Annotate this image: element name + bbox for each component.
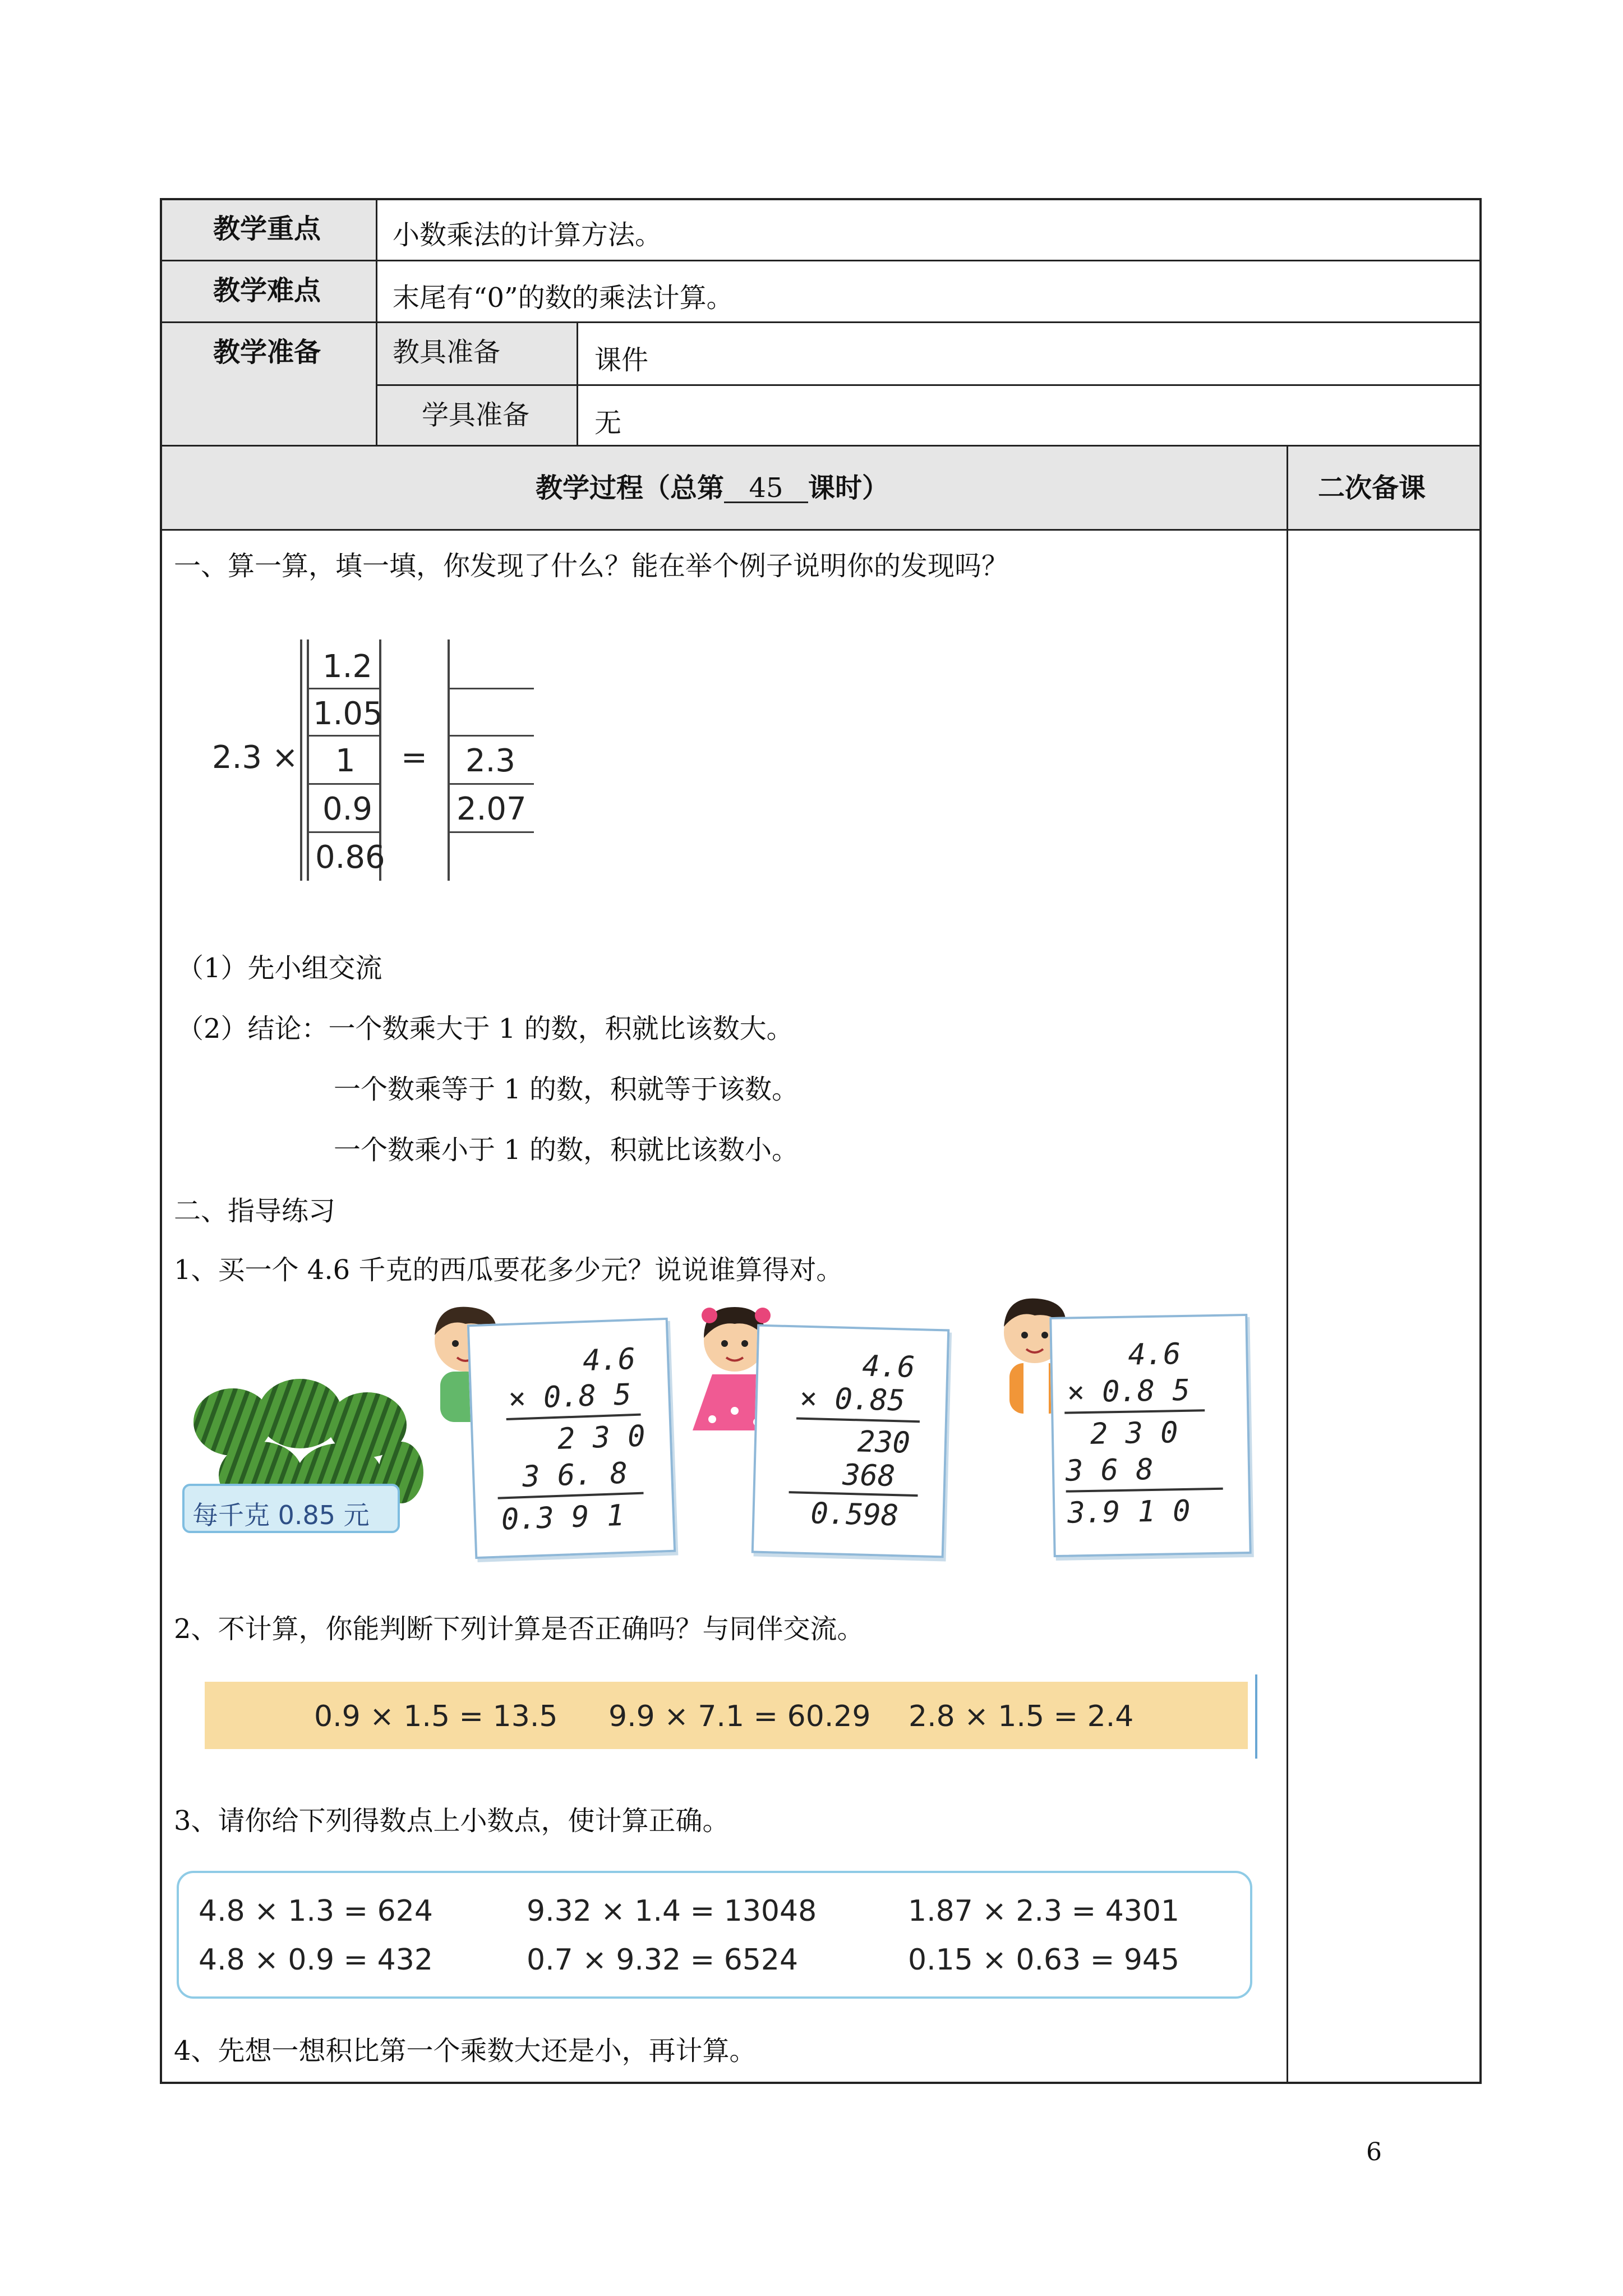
work3-multiplier: × 0.8 5: [1067, 1373, 1191, 1410]
work2-result: 0.598: [810, 1497, 899, 1533]
factor-cell: 1: [335, 743, 356, 779]
judge-equation: 0.9 × 1.5 = 13.5: [314, 1700, 558, 1733]
work2-rule: [796, 1417, 920, 1423]
work1-multiplicand: 4.6: [582, 1342, 637, 1378]
work3-rule: [1064, 1409, 1205, 1414]
work-card-3: [1049, 1314, 1251, 1557]
decimal-equation: 4.8 × 1.3 = 624: [199, 1894, 433, 1928]
teacher-tool-label: 教具准备: [393, 337, 501, 368]
factor-divider: [307, 688, 380, 689]
table-row-line: [160, 321, 1482, 323]
judge-equation: 9.9 × 7.1 = 60.29: [608, 1700, 871, 1733]
result-divider: [450, 688, 534, 689]
judge-equation: 2.8 × 1.5 = 2.4: [909, 1700, 1134, 1733]
work3-multiplicand: 4.6: [1127, 1337, 1181, 1372]
table-row-line: [377, 384, 1482, 386]
bracket-left: [300, 639, 302, 881]
decimal-equation: 0.7 × 9.32 = 6524: [527, 1943, 799, 1977]
key-point-label: 教学重点: [213, 213, 321, 245]
work-card-2: [751, 1324, 950, 1558]
section1-step2b: 一个数乘等于 1 的数，积就等于该数。: [334, 1074, 799, 1105]
student-tool-value: 无: [594, 407, 622, 439]
work2-partial-2: 368: [842, 1458, 896, 1494]
factor-cell: 1.05: [313, 696, 383, 732]
table-border-top: [160, 198, 1482, 200]
banner-edge-line: [1255, 1674, 1257, 1759]
section1-step2: （2）结论：一个数乘大于 1 的数，积就比该数大。: [177, 1013, 794, 1045]
difficulty-value: 末尾有“0”的数的乘法计算。: [393, 282, 734, 314]
work3-result: 3.9 1 0: [1067, 1494, 1191, 1530]
table-border-left: [160, 198, 162, 2084]
work1-multiplier: × 0.8 5: [508, 1378, 632, 1416]
factor-cell: 0.86: [315, 839, 385, 876]
difficulty-label: 教学难点: [213, 275, 321, 306]
multiplicand: 2.3 ×: [212, 739, 298, 776]
table-row-line: [160, 260, 1482, 261]
table-border-bottom: [160, 2082, 1482, 2084]
work-card-1: [467, 1318, 676, 1559]
result-divider: [450, 831, 534, 833]
decimal-equation: 0.15 × 0.63 = 945: [908, 1943, 1180, 1977]
decimal-equation: 4.8 × 0.9 = 432: [199, 1943, 433, 1977]
factor-cell: 1.2: [322, 648, 373, 685]
decimal-point-box: [177, 1871, 1252, 1999]
result-divider: [450, 735, 534, 737]
judge-banner: [205, 1682, 1248, 1749]
result-cell: 2.3: [465, 743, 516, 779]
process-title-suffix: 课时）: [808, 472, 889, 504]
question-4: 4、先想一想积比第一个乘数大还是小，再计算。: [174, 2035, 757, 2067]
work1-partial-2: 3 6. 8: [522, 1456, 629, 1494]
process-title: [536, 472, 889, 504]
process-title-prefix: 教学过程（总第: [536, 472, 725, 504]
lesson-number: 45: [724, 475, 808, 503]
table-row-line: [160, 445, 1482, 447]
work1-result: 0.3 9 1: [500, 1498, 625, 1537]
section1-title: 一、算一算，填一填，你发现了什么？能在举个例子说明你的发现吗？: [174, 550, 1009, 582]
student-tool-label: 学具准备: [422, 399, 530, 431]
question-1: 1、买一个 4.6 千克的西瓜要花多少元？说说谁算得对。: [174, 1254, 843, 1286]
table-row-line: [160, 529, 1482, 531]
question-2: 2、不计算，你能判断下列计算是否正确吗？与同伴交流。: [174, 1613, 864, 1645]
decimal-equation: 9.32 × 1.4 = 13048: [527, 1894, 817, 1928]
second-prep-label: 二次备课: [1318, 472, 1426, 504]
section1-step1: （1）先小组交流: [177, 953, 382, 984]
price-tag: [182, 1484, 400, 1533]
work2-multiplier: × 0.85: [799, 1381, 906, 1418]
page-number: 6: [1366, 2138, 1382, 2166]
table-border-right: [1479, 198, 1482, 2084]
price-tag-text: 每千克 0.85 元: [192, 1500, 370, 1530]
table-col-line: [376, 198, 377, 446]
work3-partial-1: 2 3 0: [1090, 1416, 1178, 1451]
bracket-left-inner: [307, 639, 309, 881]
work3-partial-2: 3 6 8: [1065, 1452, 1154, 1488]
work1-partial-1: 2 3 0: [557, 1419, 646, 1456]
result-cell: 2.07: [457, 791, 527, 827]
factor-cell: 0.9: [322, 791, 373, 827]
table-col-line: [577, 323, 578, 446]
table-col-line: [1287, 446, 1288, 2083]
work1-rule: [498, 1492, 644, 1499]
result-divider: [450, 783, 534, 785]
section2-title: 二、指导练习: [174, 1195, 336, 1227]
work2-multiplicand: 4.6: [861, 1349, 916, 1384]
key-point-value: 小数乘法的计算方法。: [393, 219, 662, 251]
teacher-tool-value: 课件: [594, 344, 649, 376]
result-bracket: [448, 639, 450, 881]
factor-divider: [307, 735, 380, 737]
decimal-equation: 1.87 × 2.3 = 4301: [908, 1894, 1180, 1928]
multiplication-table: [185, 639, 611, 886]
work2-partial-1: 230: [857, 1425, 911, 1460]
question-3: 3、请你给下列得数点上小数点，使计算正确。: [174, 1805, 730, 1837]
section1-step2c: 一个数乘小于 1 的数，积就比该数小。: [334, 1134, 799, 1166]
factor-divider: [307, 831, 380, 833]
equals-sign: =: [401, 739, 427, 776]
prep-label: 教学准备: [213, 337, 321, 368]
factor-divider: [307, 783, 380, 785]
work3-rule: [1066, 1488, 1223, 1493]
